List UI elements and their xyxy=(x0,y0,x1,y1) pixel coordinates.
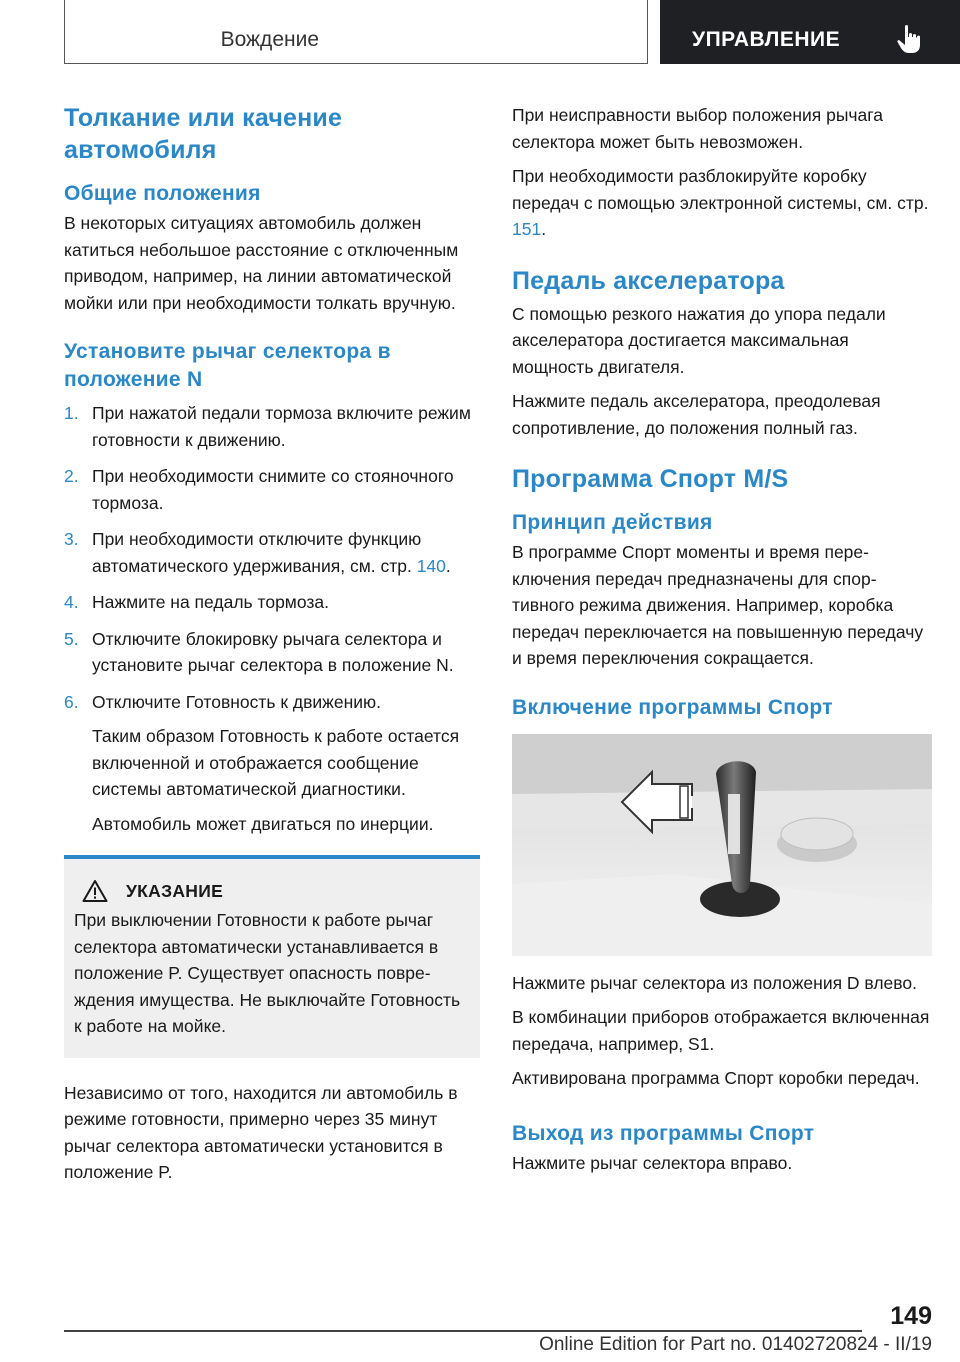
heading-exit-sport: Выход из программы Спорт xyxy=(512,1121,815,1145)
exit-text: Нажмите рычаг селектора вправо. xyxy=(512,1152,793,1173)
step-text: При необходимости снимите со стояночного тормоза. xyxy=(92,466,454,513)
section-title-sport-program: Программа Спорт M/S xyxy=(512,465,789,493)
section-title-pushing: Толкание или качение автомобиля xyxy=(64,104,343,164)
right-column xyxy=(512,102,932,1184)
steps-list xyxy=(64,400,480,715)
step-text: При нажатой педали тормоза включите режим готовности к движению. xyxy=(92,403,471,450)
general-text: В некоторых ситуациях автомобиль должен катиться небольшое расстояние с отключенным приводом, например, на линии автоматической мойки или при необходимости толкать вручную. xyxy=(64,213,459,313)
enable-text-2: В комбинации приборов отображается включенная передача, например, S1. xyxy=(512,1007,930,1054)
header-section-label: Вождение xyxy=(220,28,319,51)
page-link-140[interactable]: 140 xyxy=(416,555,446,576)
unlock-text xyxy=(512,163,932,243)
enable-text-3: Активирована программа Спорт коробки передач. xyxy=(512,1068,920,1088)
heading-set-selector-n: Установите рычаг селектора в положение N xyxy=(64,340,391,391)
page-link-151[interactable]: 151 xyxy=(512,219,542,239)
step-text-end: . xyxy=(445,555,451,576)
notice-text: При выключении Готовности к работе рычаг селектора автоматически устанавливается в положение P. Существует опасность повреждения имущества. Не выключайте Готовность к работе на мойке. xyxy=(74,910,461,1036)
accelerator-text-2: Нажмите педаль акселератора, преодолевая сопротивление, до положения полный газ. xyxy=(512,391,881,438)
accelerator-text-1: С помощью резкого нажатия до упора педали акселератора достигается максимальная мощность двигателя. xyxy=(512,303,886,377)
page-number: 149 xyxy=(890,1302,932,1330)
unlock-text-body: При необходимости разблокируйте коробку передач с помощью электронной системы, см. стр. xyxy=(512,166,929,213)
step-text: При необходимости отключите функцию автоматического удерживания, см. стр. xyxy=(92,529,422,576)
list-item xyxy=(64,526,480,579)
step-text: Отключите Готовность к движению. xyxy=(92,691,382,712)
notice-title: УКАЗАНИЕ xyxy=(126,880,224,901)
header-chapter-tab xyxy=(660,0,960,64)
footer-divider xyxy=(64,1330,862,1332)
step-number: 6. xyxy=(64,691,79,712)
step-number: 5. xyxy=(64,628,79,649)
step-text: Отключите блокировку рычага селектора и установите рычаг селектора в положение N. xyxy=(92,628,454,675)
warning-triangle-icon xyxy=(82,879,108,903)
heading-enable-sport: Включение программы Спорт xyxy=(512,695,833,719)
auto-park-text: Независимо от того, находится ли автомобиль в режиме готовности, примерно через 35 минут рычаг селектора автоматически установится в положение P. xyxy=(64,1082,458,1182)
step-number: 4. xyxy=(64,592,79,612)
list-item xyxy=(64,626,480,679)
step-number: 3. xyxy=(64,529,79,549)
step6-coasting: Автомобиль может двигаться по инерции. xyxy=(92,813,434,834)
notice-header xyxy=(74,879,470,903)
list-item xyxy=(64,589,480,616)
notice-box xyxy=(64,855,480,1058)
list-item xyxy=(64,689,480,716)
section-title-accelerator: Педаль акселератора xyxy=(512,266,785,295)
list-item xyxy=(64,463,480,516)
step-text: Нажмите на педаль тормоза. xyxy=(92,592,329,612)
step-number: 2. xyxy=(64,466,79,486)
footer-edition: Online Edition for Part no. 01402720824 - II/19 xyxy=(539,1334,932,1355)
malfunction-text: При неисправности выбор положения рычага селектора может быть невозможен. xyxy=(512,105,884,152)
principle-text: В программе Спорт моменты и время переключения передач предназначены для спортивного режима движения. Например, коробка передач переключается на повышенную передачу и время переключения сокращается. xyxy=(512,542,924,668)
header-chapter-label: УПРАВЛЕНИЕ xyxy=(692,28,841,51)
step6-explanation: Таким образом Готовность к работе остается включенной и отображается сообщение системы автоматической диагностики. xyxy=(92,726,460,799)
step-number: 1. xyxy=(64,403,79,423)
list-item xyxy=(64,400,480,453)
unlock-text-end: . xyxy=(541,219,547,239)
gear-selector-photo xyxy=(512,734,932,956)
enable-text-1: Нажмите рычаг селектора из положения D влево. xyxy=(512,972,917,993)
hand-pointer-icon xyxy=(896,24,922,54)
header-section-box xyxy=(64,0,648,64)
left-column xyxy=(64,102,480,1194)
heading-general: Общие положения xyxy=(64,182,261,205)
heading-principle: Принцип действия xyxy=(512,511,713,534)
